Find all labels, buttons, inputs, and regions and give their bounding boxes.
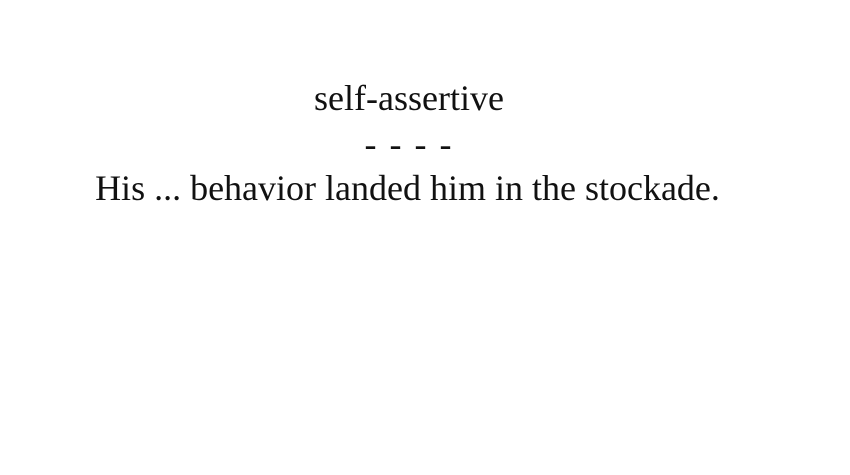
term-heading: self-assertive — [314, 78, 504, 118]
example-sentence: His ... behavior landed him in the stockade. — [95, 168, 720, 208]
dash-separator: - - - - — [364, 124, 454, 164]
